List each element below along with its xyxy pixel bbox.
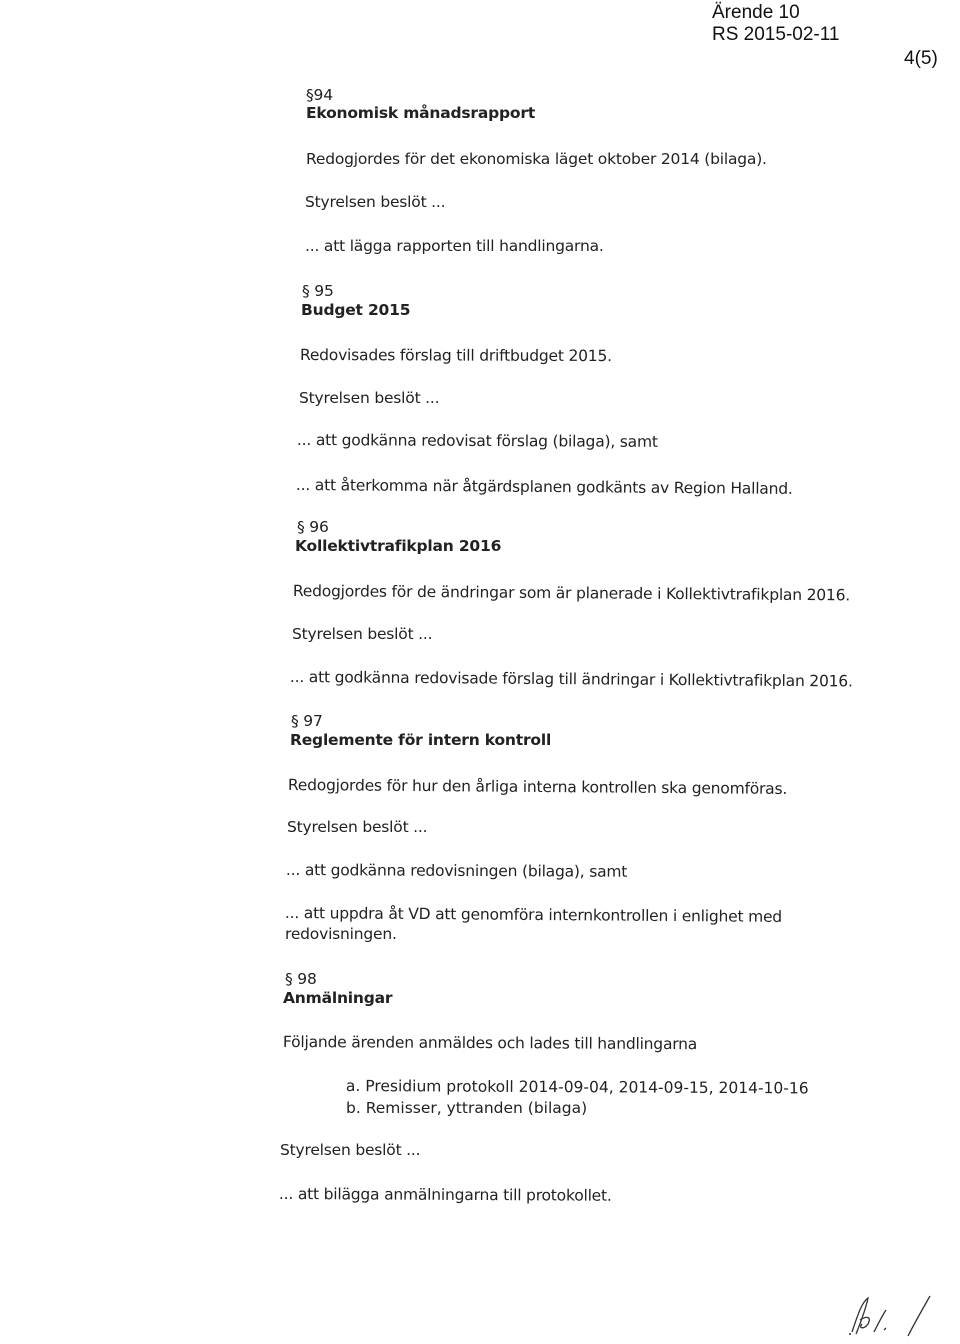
section-94-line-2: Styrelsen beslöt ... bbox=[305, 193, 446, 211]
section-97-title: Reglemente för intern kontroll bbox=[290, 731, 552, 749]
section-97-number: § 97 bbox=[291, 712, 323, 730]
section-95-line-2: Styrelsen beslöt ... bbox=[299, 389, 440, 407]
section-94-title: Ekonomisk månadsrapport bbox=[306, 104, 536, 122]
document-type: Ärende 10 bbox=[712, 2, 800, 23]
section-97-line-5: redovisningen. bbox=[285, 925, 397, 943]
section-98-title: Anmälningar bbox=[283, 989, 393, 1007]
section-94-line-1: Redogjordes för det ekonomiska läget oktober 2014 (bilaga). bbox=[306, 150, 767, 168]
reference-date: RS 2015-02-11 bbox=[712, 24, 840, 45]
section-97-line-1: Redogjordes för hur den årliga interna kontrollen ska genomföras. bbox=[287, 776, 788, 798]
section-95-line-3: ... att godkänna redovisat förslag (bilaga), samt bbox=[296, 431, 658, 451]
section-96-line-1: Redogjordes för de ändringar som är planerade i Kollektivtrafikplan 2016. bbox=[292, 582, 851, 605]
section-96-line-3: ... att godkänna redovisade förslag till ändringar i Kollektivtrafikplan 2016. bbox=[289, 668, 853, 691]
list-item: b. Remisser, yttranden (bilaga) bbox=[346, 1099, 588, 1117]
section-97-line-4: ... att uppdra åt VD att genomföra internkontrollen i enlighet med bbox=[284, 904, 783, 926]
page-number: 4(5) bbox=[904, 48, 938, 69]
section-96-title: Kollektivtrafikplan 2016 bbox=[295, 537, 502, 555]
section-98-line-3: ... att bilägga anmälningarna till protokollet. bbox=[278, 1185, 612, 1205]
section-96-line-2: Styrelsen beslöt ... bbox=[292, 625, 433, 643]
section-95-line-1: Redovisades förslag till driftbudget 2015. bbox=[299, 346, 612, 366]
section-97-line-3: ... att godkänna redovisningen (bilaga), samt bbox=[285, 861, 628, 881]
section-94-number: §94 bbox=[306, 86, 333, 104]
section-97-line-2: Styrelsen beslöt ... bbox=[287, 818, 428, 836]
section-98-line-2: Styrelsen beslöt ... bbox=[280, 1141, 421, 1159]
handwritten-initials bbox=[838, 1294, 938, 1338]
section-94-line-3: ... att lägga rapporten till handlingarna. bbox=[305, 237, 604, 255]
section-95-title: Budget 2015 bbox=[301, 301, 411, 319]
section-95-number: § 95 bbox=[302, 282, 334, 300]
section-98-line-1: Följande ärenden anmäldes och lades till handlingarna bbox=[282, 1033, 698, 1054]
section-95-line-4: ... att återkomma när åtgärdsplanen godkänts av Region Halland. bbox=[295, 476, 793, 498]
section-98-number: § 98 bbox=[285, 970, 317, 988]
list-item: a. Presidium protokoll 2014-09-04, 2014-09-15, 2014-10-16 bbox=[345, 1077, 809, 1098]
section-96-number: § 96 bbox=[297, 518, 329, 536]
